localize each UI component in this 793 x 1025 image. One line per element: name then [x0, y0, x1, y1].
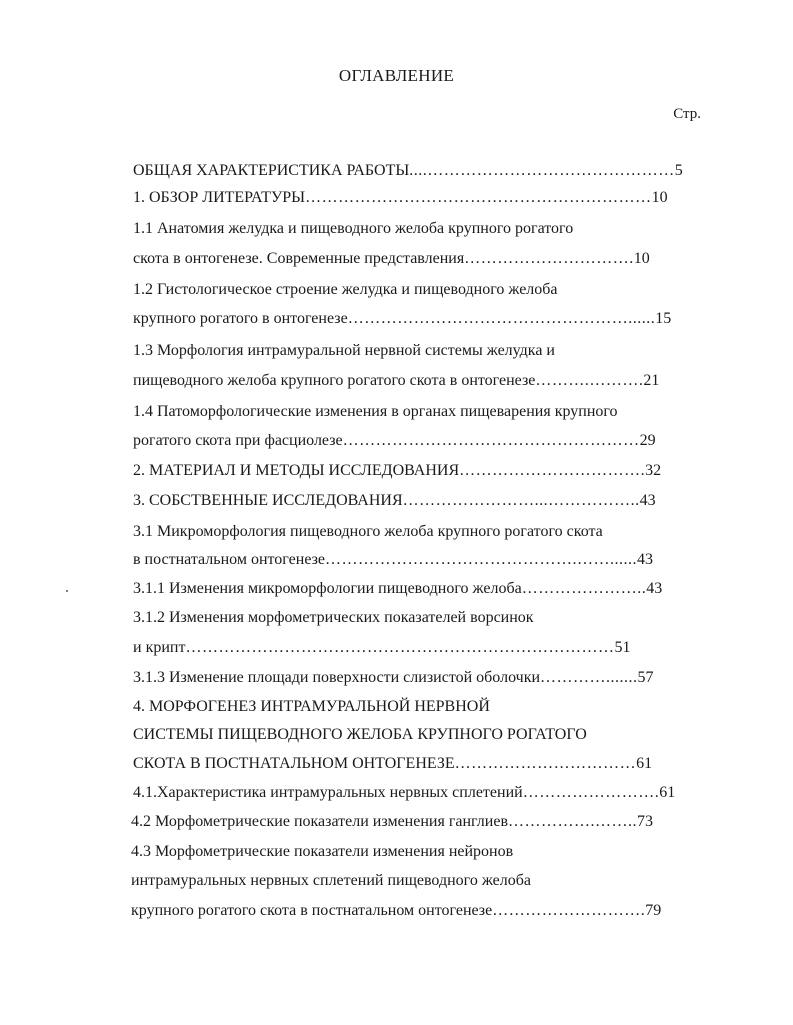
toc-entry [133, 460, 698, 482]
toc-entry-leader: ……………………………………………...... [347, 310, 656, 327]
toc-entry-page: 43 [646, 580, 663, 597]
toc-entry-title: интрамуральных нервных сплетений пищеводного желоба [131, 872, 532, 889]
toc-entry-title: 1. ОБЗОР ЛИТЕРАТУРЫ [133, 189, 306, 206]
toc-entry-leader: ……………………………. [459, 462, 646, 479]
toc-entry-title: пищеводного желоба крупного рогатого скота в онтогенезе [133, 372, 536, 389]
toc-entry [133, 370, 698, 392]
scan-speck [66, 590, 68, 592]
toc-entry [133, 340, 700, 362]
toc-entry [133, 279, 700, 301]
toc-entry-title: и крипт [133, 639, 186, 656]
toc-entry-leader: ……….………. [535, 372, 644, 389]
toc-entry-title: 4.1.Характеристика интрамуральных нервных сплетений [133, 784, 523, 801]
toc-entry-leader: …………….…….. [508, 813, 638, 830]
toc-entry [133, 549, 698, 571]
toc-entry [133, 187, 700, 209]
toc-entry [133, 637, 696, 659]
toc-entry-page: 43 [639, 492, 656, 509]
toc-entry [133, 724, 700, 746]
toc-entry-page: 61 [636, 755, 653, 772]
toc-entry-leader: ……………………. [522, 784, 660, 801]
toc-entry [133, 430, 700, 452]
toc-entry-page: 57 [637, 669, 654, 686]
toc-entry-title: 1.1 Анатомия желудка и пищеводного желоба крупного рогатого [133, 220, 574, 237]
toc-entry-title: 3.1.1 Изменения микроморфологии пищеводного желоба [133, 580, 522, 597]
toc-entry [133, 667, 694, 689]
toc-entry-title: в постнатальном онтогенезе [133, 551, 326, 568]
toc-entry-page: 51 [614, 639, 631, 656]
toc-entry-leader: …………………………………………………………………… [185, 639, 615, 656]
toc-entry-page: 61 [659, 784, 676, 801]
toc-entry-page: 43 [637, 551, 654, 568]
toc-entry-title: рогатого скота при фасциолезе [133, 432, 343, 449]
toc-entry [133, 248, 698, 270]
toc-entry-leader: ……………………………………….……...... [325, 551, 638, 568]
toc-entry [133, 782, 696, 804]
toc-entry-leader: ………………………. [492, 902, 646, 919]
toc-entry-title: 3.1 Микроморфология пищеводного желоба крупного рогатого скота [133, 523, 603, 540]
toc-entry-leader: …………....... [540, 669, 638, 686]
toc-entry-page: 5 [674, 162, 683, 179]
toc-entry-title: 3.1.3 Изменение площади поверхности слизистой оболочки [133, 669, 541, 686]
page-column-label: Стр. [673, 106, 701, 122]
toc-entry-page: 15 [655, 310, 672, 327]
toc-entry [133, 521, 700, 543]
toc-entry [131, 870, 700, 892]
toc-entry-title: 2. МАТЕРИАЛ И МЕТОДЫ ИССЛЕДОВАНИЯ [133, 462, 460, 479]
toc-entry-page: 79 [645, 902, 662, 919]
toc-entry-leader: ………………….. [521, 580, 647, 597]
toc-entry-page: 73 [637, 813, 654, 830]
toc-entry [133, 490, 698, 512]
toc-entry-title: скота в онтогенезе. Современные представления [133, 250, 465, 267]
toc-entry [131, 900, 696, 922]
toc-entry [133, 578, 692, 600]
toc-entry-leader: ……………………………………………………… [305, 189, 652, 206]
toc-entry [131, 811, 696, 833]
toc-entry [133, 401, 700, 423]
toc-entry-title: 4.3 Морфометрические показатели изменения нейронов [131, 843, 514, 860]
toc-entry-page: 10 [633, 250, 650, 267]
toc-entry [133, 308, 700, 330]
toc-entry-title: 1.4 Патоморфологические изменения в органах пищеварения крупного [133, 403, 618, 420]
toc-entry-leader: …………………………… [454, 755, 637, 772]
toc-entry-title: 1.3 Морфология интрамуральной нервной системы желудка и [133, 342, 555, 359]
toc-entry-title: крупного рогатого скота в постнатальном онтогенезе [131, 902, 493, 919]
toc-entry-leader: ……………………………………………… [342, 432, 640, 449]
toc-entry-leader: …………………………. [464, 250, 634, 267]
toc-entry-title: СКОТА В ПОСТНАТАЛЬНОМ ОНТОГЕНЕЗЕ [133, 755, 455, 772]
toc-entry-title: ОБЩАЯ ХАРАКТЕРИСТИКА РАБОТЫ [133, 162, 410, 179]
toc-entry-page: 21 [643, 372, 660, 389]
toc-entry-page: 29 [639, 432, 656, 449]
document-title: ОГЛАВЛЕНИЕ [338, 66, 455, 85]
toc-entry [133, 160, 700, 182]
toc-entry-title: крупного рогатого в онтогенезе [133, 310, 348, 327]
toc-entry-title: СИСТЕМЫ ПИЩЕВОДНОГО ЖЕЛОБА КРУПНОГО РОГАТОГО [133, 726, 587, 743]
toc-entry-title: 4.2 Морфометрические показатели изменения ганглиев [131, 813, 509, 830]
toc-entry-leader: ....……………………………………… [409, 162, 675, 179]
toc-entry-page: 32 [645, 462, 662, 479]
toc-entry [131, 841, 700, 863]
toc-entry [133, 696, 700, 718]
toc-entry [133, 753, 696, 775]
toc-entry [133, 607, 700, 629]
toc-entry-page: 10 [651, 189, 668, 206]
toc-entry-leader: ……………………...…………….. [402, 492, 640, 509]
toc-entry [133, 218, 700, 240]
toc-entry-title: 4. МОРФОГЕНЕЗ ИНТРАМУРАЛЬНОЙ НЕРВНОЙ [133, 698, 490, 715]
toc-entry-title: 3.1.2 Изменения морфометрических показателей ворсинок [133, 609, 534, 626]
toc-entry-title: 3. СОБСТВЕННЫЕ ИССЛЕДОВАНИЯ [133, 492, 403, 509]
toc-entry-title: 1.2 Гистологическое строение желудка и пищеводного желоба [133, 281, 558, 298]
